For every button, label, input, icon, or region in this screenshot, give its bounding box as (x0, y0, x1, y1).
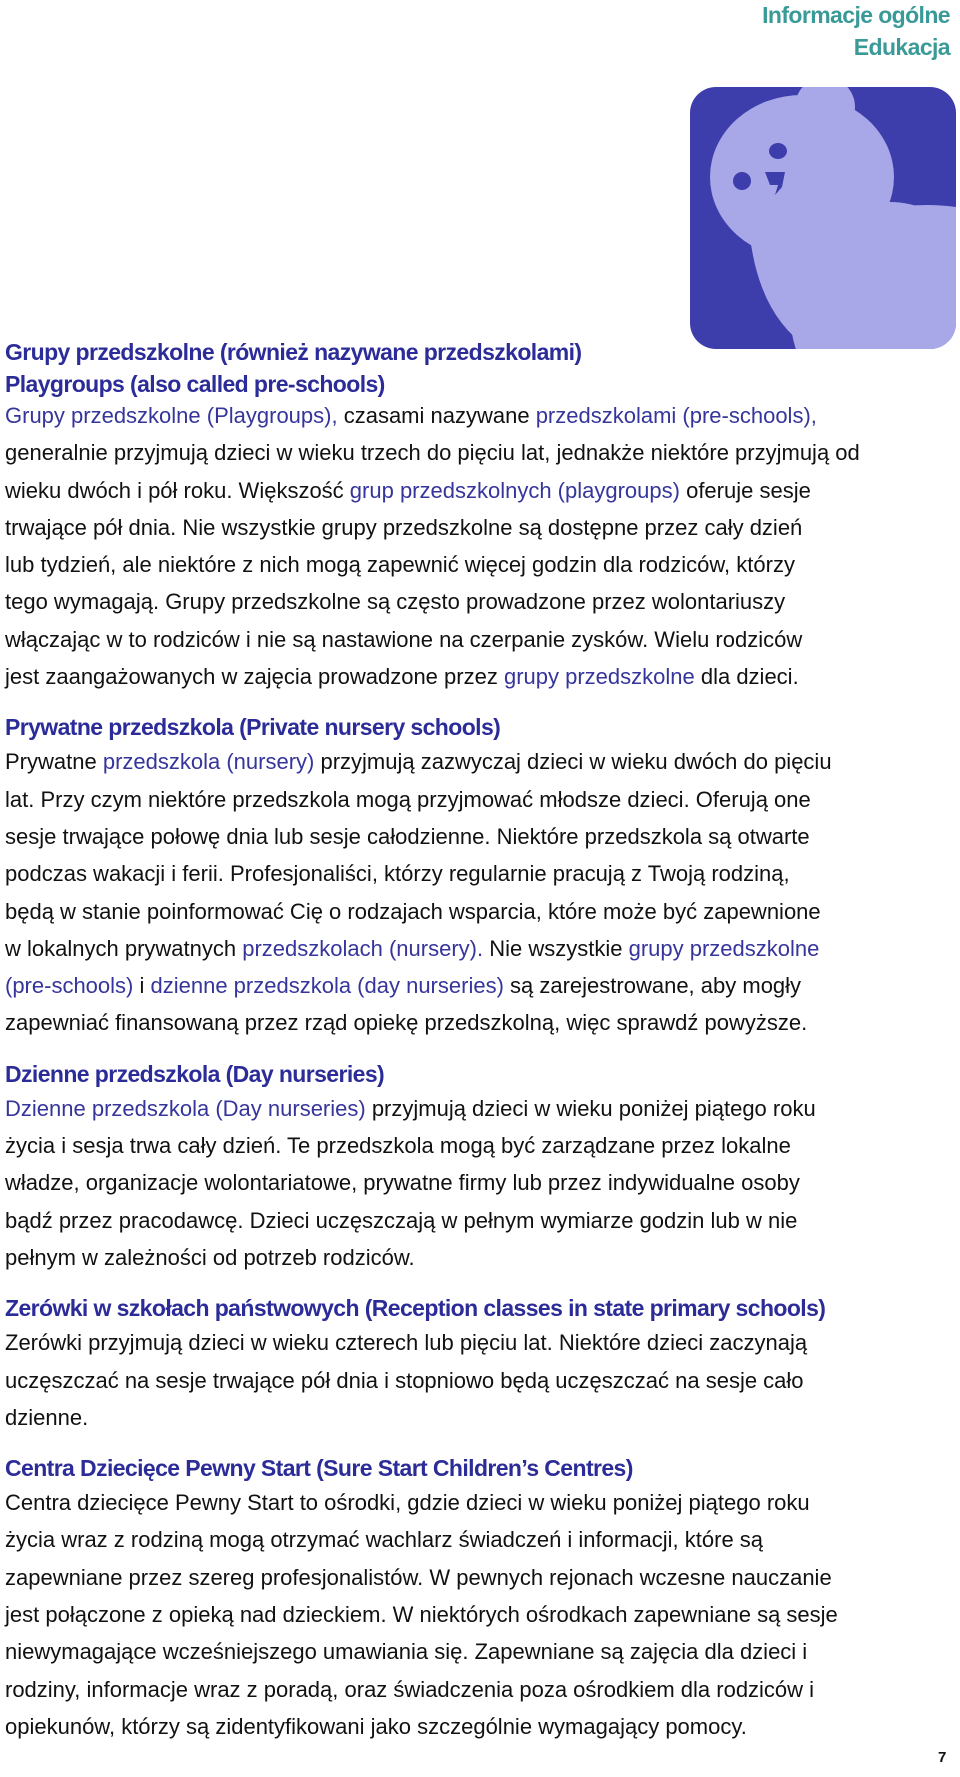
paragraph-text: Centra dziecięce Pewny Start to ośrodki, gdzie dzieci w wieku poniżej piątego roku życia wraz z rodziną mogą otrzymać wachlarz świadczeń i informacji, które są zapewniane przez szereg profesjonalistów. W pewnych rejonach wczesne nauczanie jest połączone z opieką nad dzieckiem. W niektórych ośrodkach zapewniane są sesje niewymagające wcześniejszego umawiania się. Zapewniane są zajęcia dla dzieci i rodziny, informacje wraz z poradą, oraz świadczenia poza ośrodkiem dla rodziców i opiekunów, którzy są zidentyfikowani jako szczególnie wymagający pomocy. (5, 1490, 838, 1739)
highlighted-term: przedszkolach (nursery). (242, 935, 484, 961)
paragraph-text: dla dzieci. (694, 664, 799, 690)
paragraph-text: przyjmują zazwyczaj dzieci w wieku dwóch do pięciu lat. Przy czym niektóre przedszkola mogą przyjmować młodsze dzieci. Oferują one sesje trwające połowę dnia lub sesje całodzienne. Niektóre przedszkola są otwarte podczas wakacji i ferii. Profesjonaliści, którzy regularnie pracują z Twoją rodziną, będą w stanie poinformować Cię o rodzajach wsparcia, które może być zapewnione w lokalnych prywatnych (5, 749, 832, 961)
section-heading: Playgroups (also called pre-schools) (5, 371, 385, 397)
header-subcategory: Edukacja (853, 34, 950, 60)
paragraph-text: są zarejestrowane, aby mogły zapewniać finansowaną przez rząd opiekę przedszkolną, więc sprawdź powyższe. (5, 973, 808, 1036)
section-paragraph (5, 743, 955, 1041)
paragraph-text: oferuje sesje trwające pół dnia. Nie wszystkie grupy przedszkolne są dostępne przez cały dzień lub tydzień, ale niektóre z nich mogą zapewnić więcej godzin dla rodziców, którzy tego wymagają. Grupy przedszkolne są często prowadzone przez wolontariuszy włączając w to rodziców i nie są nastawione na czerpanie zysków. Wielu rodziców jest zaangażowanych w zajęcia prowadzone przez (5, 477, 811, 690)
paragraph-text: i (133, 973, 151, 999)
section-heading: Zerówki w szkołach państwowych (Reception classes in state primary schools) (5, 1295, 826, 1322)
highlighted-term: Dzienne przedszkola (Day nurseries) (5, 1095, 366, 1121)
section-heading: Prywatne przedszkola (Private nursery schools) (5, 714, 501, 741)
highlighted-term: przedszkola (nursery) (102, 749, 315, 775)
section-paragraph (5, 1090, 955, 1276)
section (5, 1058, 955, 1276)
section (5, 1292, 955, 1436)
highlighted-term: grupy przedszkolne (pre-schools) (5, 935, 820, 999)
highlighted-term: dzienne przedszkola (day nurseries) (150, 973, 504, 999)
paragraph-text: przyjmują dzieci w wieku poniżej piątego roku życia i sesja trwa cały dzień. Te przedszkola mogą być zarządzane przez lokalne władze, organizacje wolontariatowe, prywatne firmy lub przez indywidualne osoby bądź przez pracodawcę. Dzieci uczęszczają w pełnym wymiarze godzin lub w nie pełnym w zależności od potrzeb rodziców. (5, 1095, 816, 1270)
paragraph-text: Prywatne (5, 749, 103, 775)
page-number: 7 (938, 1749, 947, 1766)
highlighted-term: przedszkolami (pre-schools), (535, 403, 817, 428)
highlighted-term: grupy przedszkolne (503, 664, 695, 690)
paragraph-text: Zerówki przyjmują dzieci w wieku czterech lub pięciu lat. Niektóre dzieci zaczynają uczęszczać na sesje trwające pół dnia i stopniowo będą uczęszczać na sesje cało dzienne. (5, 1330, 808, 1430)
header-category: Informacje ogólne (762, 2, 950, 28)
highlighted-term: Grupy przedszkolne (Playgroups), (5, 403, 338, 428)
teddy-bear-icon (690, 87, 956, 349)
section (5, 711, 955, 1041)
paragraph-text: czasami nazywane (337, 403, 536, 428)
page-header (560, 0, 960, 64)
paragraph-text: Nie wszystkie (483, 935, 629, 961)
paragraph-text: generalnie przyjmują dzieci w wieku trzech do pięciu lat, jednakże niektóre przyjmują od wieku dwóch i pół roku. Większość (5, 440, 860, 503)
section-heading: Grupy przedszkolne (również nazywane przedszkolami) (5, 339, 582, 365)
section-heading: Dzienne przedszkola (Day nurseries) (5, 1060, 385, 1087)
article-body (5, 336, 955, 1745)
highlighted-term: grup przedszkolnych (playgroups) (349, 477, 680, 503)
section (5, 1452, 955, 1745)
section-paragraph (5, 397, 955, 695)
section-paragraph (5, 1324, 955, 1436)
section-heading: Centra Dziecięce Pewny Start (Sure Start Children’s Centres) (5, 1455, 633, 1482)
section-paragraph (5, 1484, 955, 1745)
section (5, 336, 955, 695)
